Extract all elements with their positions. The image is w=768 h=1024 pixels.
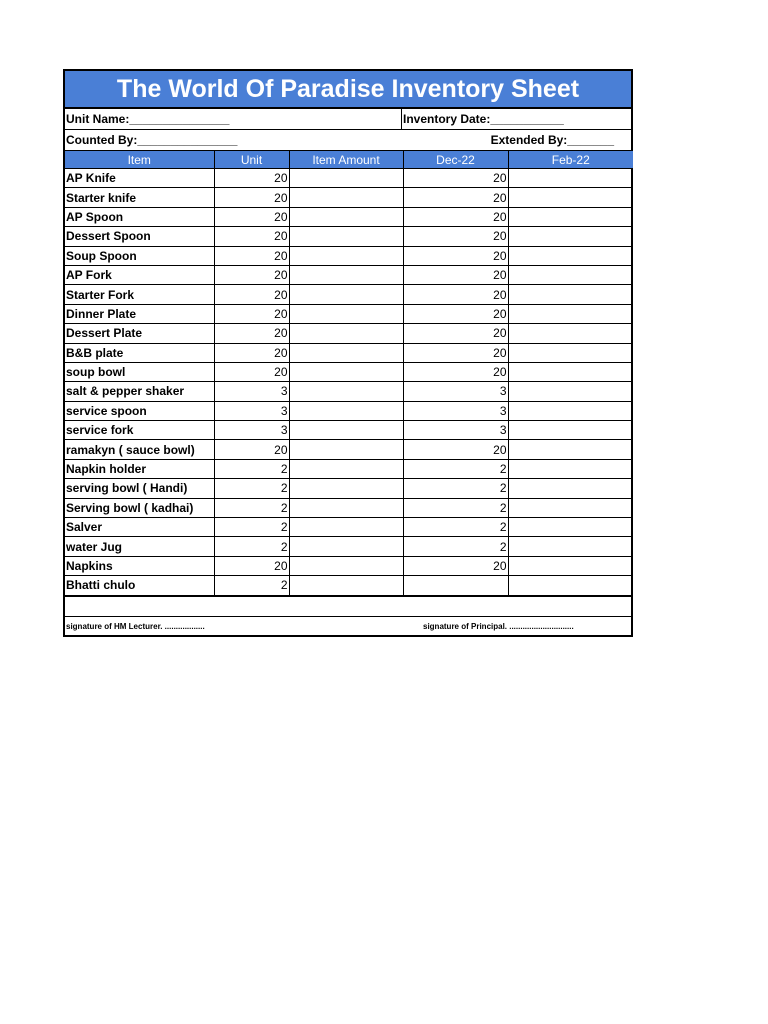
table-body xyxy=(65,169,633,596)
cell-unit[interactable]: 20 xyxy=(214,227,289,246)
table-row xyxy=(65,498,633,517)
cell-item[interactable]: soup bowl xyxy=(65,362,214,381)
cell-unit[interactable]: 20 xyxy=(214,285,289,304)
cell-dec-22[interactable]: 20 xyxy=(403,440,508,459)
cell-item-amount[interactable] xyxy=(289,556,403,575)
cell-item[interactable]: Napkin holder xyxy=(65,459,214,478)
cell-item[interactable]: Starter knife xyxy=(65,188,214,207)
cell-item[interactable]: AP Fork xyxy=(65,265,214,284)
cell-item-amount[interactable] xyxy=(289,285,403,304)
cell-unit[interactable]: 2 xyxy=(214,518,289,537)
cell-dec-22[interactable]: 20 xyxy=(403,556,508,575)
cell-feb-22[interactable] xyxy=(508,207,633,226)
cell-item-amount[interactable] xyxy=(289,440,403,459)
cell-item-amount[interactable] xyxy=(289,421,403,440)
cell-feb-22[interactable] xyxy=(508,498,633,517)
table-row xyxy=(65,401,633,420)
cell-dec-22[interactable]: 20 xyxy=(403,324,508,343)
column-header-unit: Unit xyxy=(214,151,289,169)
cell-item[interactable]: Dessert Spoon xyxy=(65,227,214,246)
principal-signature: signature of Principal. ............................. xyxy=(423,621,574,631)
cell-item[interactable]: Napkins xyxy=(65,556,214,575)
cell-item-amount[interactable] xyxy=(289,304,403,323)
meta-row-unit xyxy=(65,109,631,130)
table-row xyxy=(65,382,633,401)
cell-unit[interactable]: 3 xyxy=(214,382,289,401)
cell-feb-22[interactable] xyxy=(508,518,633,537)
cell-item-amount[interactable] xyxy=(289,227,403,246)
cell-feb-22[interactable] xyxy=(508,285,633,304)
cell-dec-22[interactable]: 20 xyxy=(403,343,508,362)
table-row xyxy=(65,362,633,381)
cell-item[interactable]: water Jug xyxy=(65,537,214,556)
table-row xyxy=(65,421,633,440)
cell-dec-22[interactable]: 3 xyxy=(403,382,508,401)
cell-feb-22[interactable] xyxy=(508,576,633,595)
cell-feb-22[interactable] xyxy=(508,537,633,556)
cell-dec-22[interactable]: 20 xyxy=(403,246,508,265)
cell-feb-22[interactable] xyxy=(508,246,633,265)
cell-item-amount[interactable] xyxy=(289,188,403,207)
meta-divider xyxy=(401,109,402,129)
cell-unit[interactable]: 2 xyxy=(214,479,289,498)
table-row xyxy=(65,576,633,595)
cell-item[interactable]: AP Knife xyxy=(65,169,214,188)
table-row xyxy=(65,227,633,246)
cell-dec-22[interactable]: 20 xyxy=(403,285,508,304)
cell-feb-22[interactable] xyxy=(508,401,633,420)
cell-item[interactable]: Bhatti chulo xyxy=(65,576,214,595)
cell-item-amount[interactable] xyxy=(289,479,403,498)
column-header-feb-22: Feb-22 xyxy=(508,151,633,169)
table-row xyxy=(65,169,633,188)
table-row xyxy=(65,440,633,459)
cell-feb-22[interactable] xyxy=(508,479,633,498)
cell-feb-22[interactable] xyxy=(508,343,633,362)
table-row xyxy=(65,246,633,265)
cell-item-amount[interactable] xyxy=(289,459,403,478)
signature-row xyxy=(65,617,631,635)
cell-item-amount[interactable] xyxy=(289,207,403,226)
cell-item-amount[interactable] xyxy=(289,362,403,381)
cell-item[interactable]: AP Spoon xyxy=(65,207,214,226)
cell-feb-22[interactable] xyxy=(508,556,633,575)
cell-dec-22[interactable]: 2 xyxy=(403,498,508,517)
cell-item-amount[interactable] xyxy=(289,246,403,265)
cell-dec-22[interactable]: 3 xyxy=(403,421,508,440)
cell-feb-22[interactable] xyxy=(508,459,633,478)
cell-unit[interactable]: 20 xyxy=(214,343,289,362)
cell-item-amount[interactable] xyxy=(289,343,403,362)
column-header-item: Item xyxy=(65,151,214,169)
cell-unit[interactable]: 2 xyxy=(214,576,289,595)
cell-feb-22[interactable] xyxy=(508,440,633,459)
cell-dec-22[interactable]: 2 xyxy=(403,537,508,556)
cell-unit[interactable]: 2 xyxy=(214,537,289,556)
cell-dec-22[interactable]: 20 xyxy=(403,227,508,246)
cell-item[interactable]: Starter Fork xyxy=(65,285,214,304)
cell-item-amount[interactable] xyxy=(289,498,403,517)
cell-unit[interactable]: 20 xyxy=(214,304,289,323)
cell-item[interactable]: Soup Spoon xyxy=(65,246,214,265)
column-header-dec-22: Dec-22 xyxy=(403,151,508,169)
cell-unit[interactable]: 20 xyxy=(214,207,289,226)
sheet-title: The World Of Paradise Inventory Sheet xyxy=(65,71,631,109)
cell-unit[interactable]: 20 xyxy=(214,169,289,188)
cell-item[interactable]: Dinner Plate xyxy=(65,304,214,323)
cell-unit[interactable]: 3 xyxy=(214,401,289,420)
unit-name-field[interactable]: Unit Name:_______________ xyxy=(66,112,230,126)
cell-feb-22[interactable] xyxy=(508,421,633,440)
cell-item[interactable]: Salver xyxy=(65,518,214,537)
cell-dec-22[interactable]: 2 xyxy=(403,459,508,478)
counted-by-field[interactable]: Counted By:_______________ xyxy=(66,133,238,147)
cell-feb-22[interactable] xyxy=(508,265,633,284)
table-header-row xyxy=(65,151,633,169)
cell-feb-22[interactable] xyxy=(508,227,633,246)
cell-item[interactable]: serving bowl ( Handi) xyxy=(65,479,214,498)
cell-unit[interactable]: 20 xyxy=(214,440,289,459)
cell-item[interactable]: salt & pepper shaker xyxy=(65,382,214,401)
cell-item-amount[interactable] xyxy=(289,265,403,284)
cell-feb-22[interactable] xyxy=(508,362,633,381)
table-row xyxy=(65,459,633,478)
extended-by-field[interactable]: Extended By:_______ xyxy=(490,133,614,147)
table-row xyxy=(65,304,633,323)
cell-dec-22[interactable]: 20 xyxy=(403,207,508,226)
cell-item[interactable]: service spoon xyxy=(65,401,214,420)
table-row xyxy=(65,343,633,362)
table-row xyxy=(65,265,633,284)
cell-item[interactable]: Serving bowl ( kadhai) xyxy=(65,498,214,517)
cell-item-amount[interactable] xyxy=(289,169,403,188)
cell-feb-22[interactable] xyxy=(508,324,633,343)
cell-dec-22[interactable]: 20 xyxy=(403,169,508,188)
table-row xyxy=(65,188,633,207)
table-row xyxy=(65,285,633,304)
cell-feb-22[interactable] xyxy=(508,169,633,188)
cell-item[interactable]: service fork xyxy=(65,421,214,440)
table-row xyxy=(65,207,633,226)
cell-dec-22[interactable]: 2 xyxy=(403,518,508,537)
cell-item-amount[interactable] xyxy=(289,576,403,595)
inventory-date-field[interactable]: Inventory Date:___________ xyxy=(403,112,564,126)
cell-unit[interactable]: 20 xyxy=(214,324,289,343)
cell-dec-22[interactable] xyxy=(403,576,508,595)
cell-dec-22[interactable]: 2 xyxy=(403,479,508,498)
cell-item-amount[interactable] xyxy=(289,382,403,401)
inventory-sheet xyxy=(63,69,633,637)
meta-row-counted xyxy=(65,130,631,151)
table-row xyxy=(65,556,633,575)
cell-dec-22[interactable]: 20 xyxy=(403,304,508,323)
column-header-item-amount: Item Amount xyxy=(289,151,403,169)
cell-dec-22[interactable]: 20 xyxy=(403,265,508,284)
table-row xyxy=(65,479,633,498)
cell-feb-22[interactable] xyxy=(508,304,633,323)
cell-unit[interactable]: 20 xyxy=(214,246,289,265)
cell-unit[interactable]: 20 xyxy=(214,188,289,207)
cell-item-amount[interactable] xyxy=(289,324,403,343)
table-row xyxy=(65,324,633,343)
table-row xyxy=(65,537,633,556)
table-row xyxy=(65,518,633,537)
inventory-table xyxy=(65,151,633,596)
cell-dec-22[interactable]: 20 xyxy=(403,188,508,207)
blank-row xyxy=(65,596,631,617)
cell-unit[interactable]: 3 xyxy=(214,421,289,440)
cell-item[interactable]: Dessert Plate xyxy=(65,324,214,343)
cell-feb-22[interactable] xyxy=(508,382,633,401)
cell-item[interactable]: B&B plate xyxy=(65,343,214,362)
cell-item-amount[interactable] xyxy=(289,401,403,420)
cell-feb-22[interactable] xyxy=(508,188,633,207)
cell-item-amount[interactable] xyxy=(289,518,403,537)
cell-dec-22[interactable]: 3 xyxy=(403,401,508,420)
cell-unit[interactable]: 2 xyxy=(214,498,289,517)
cell-item-amount[interactable] xyxy=(289,537,403,556)
cell-unit[interactable]: 20 xyxy=(214,362,289,381)
lecturer-signature: signature of HM Lecturer. .................. xyxy=(66,621,205,631)
cell-unit[interactable]: 20 xyxy=(214,556,289,575)
cell-dec-22[interactable]: 20 xyxy=(403,362,508,381)
cell-item[interactable]: ramakyn ( sauce bowl) xyxy=(65,440,214,459)
cell-unit[interactable]: 2 xyxy=(214,459,289,478)
cell-unit[interactable]: 20 xyxy=(214,265,289,284)
